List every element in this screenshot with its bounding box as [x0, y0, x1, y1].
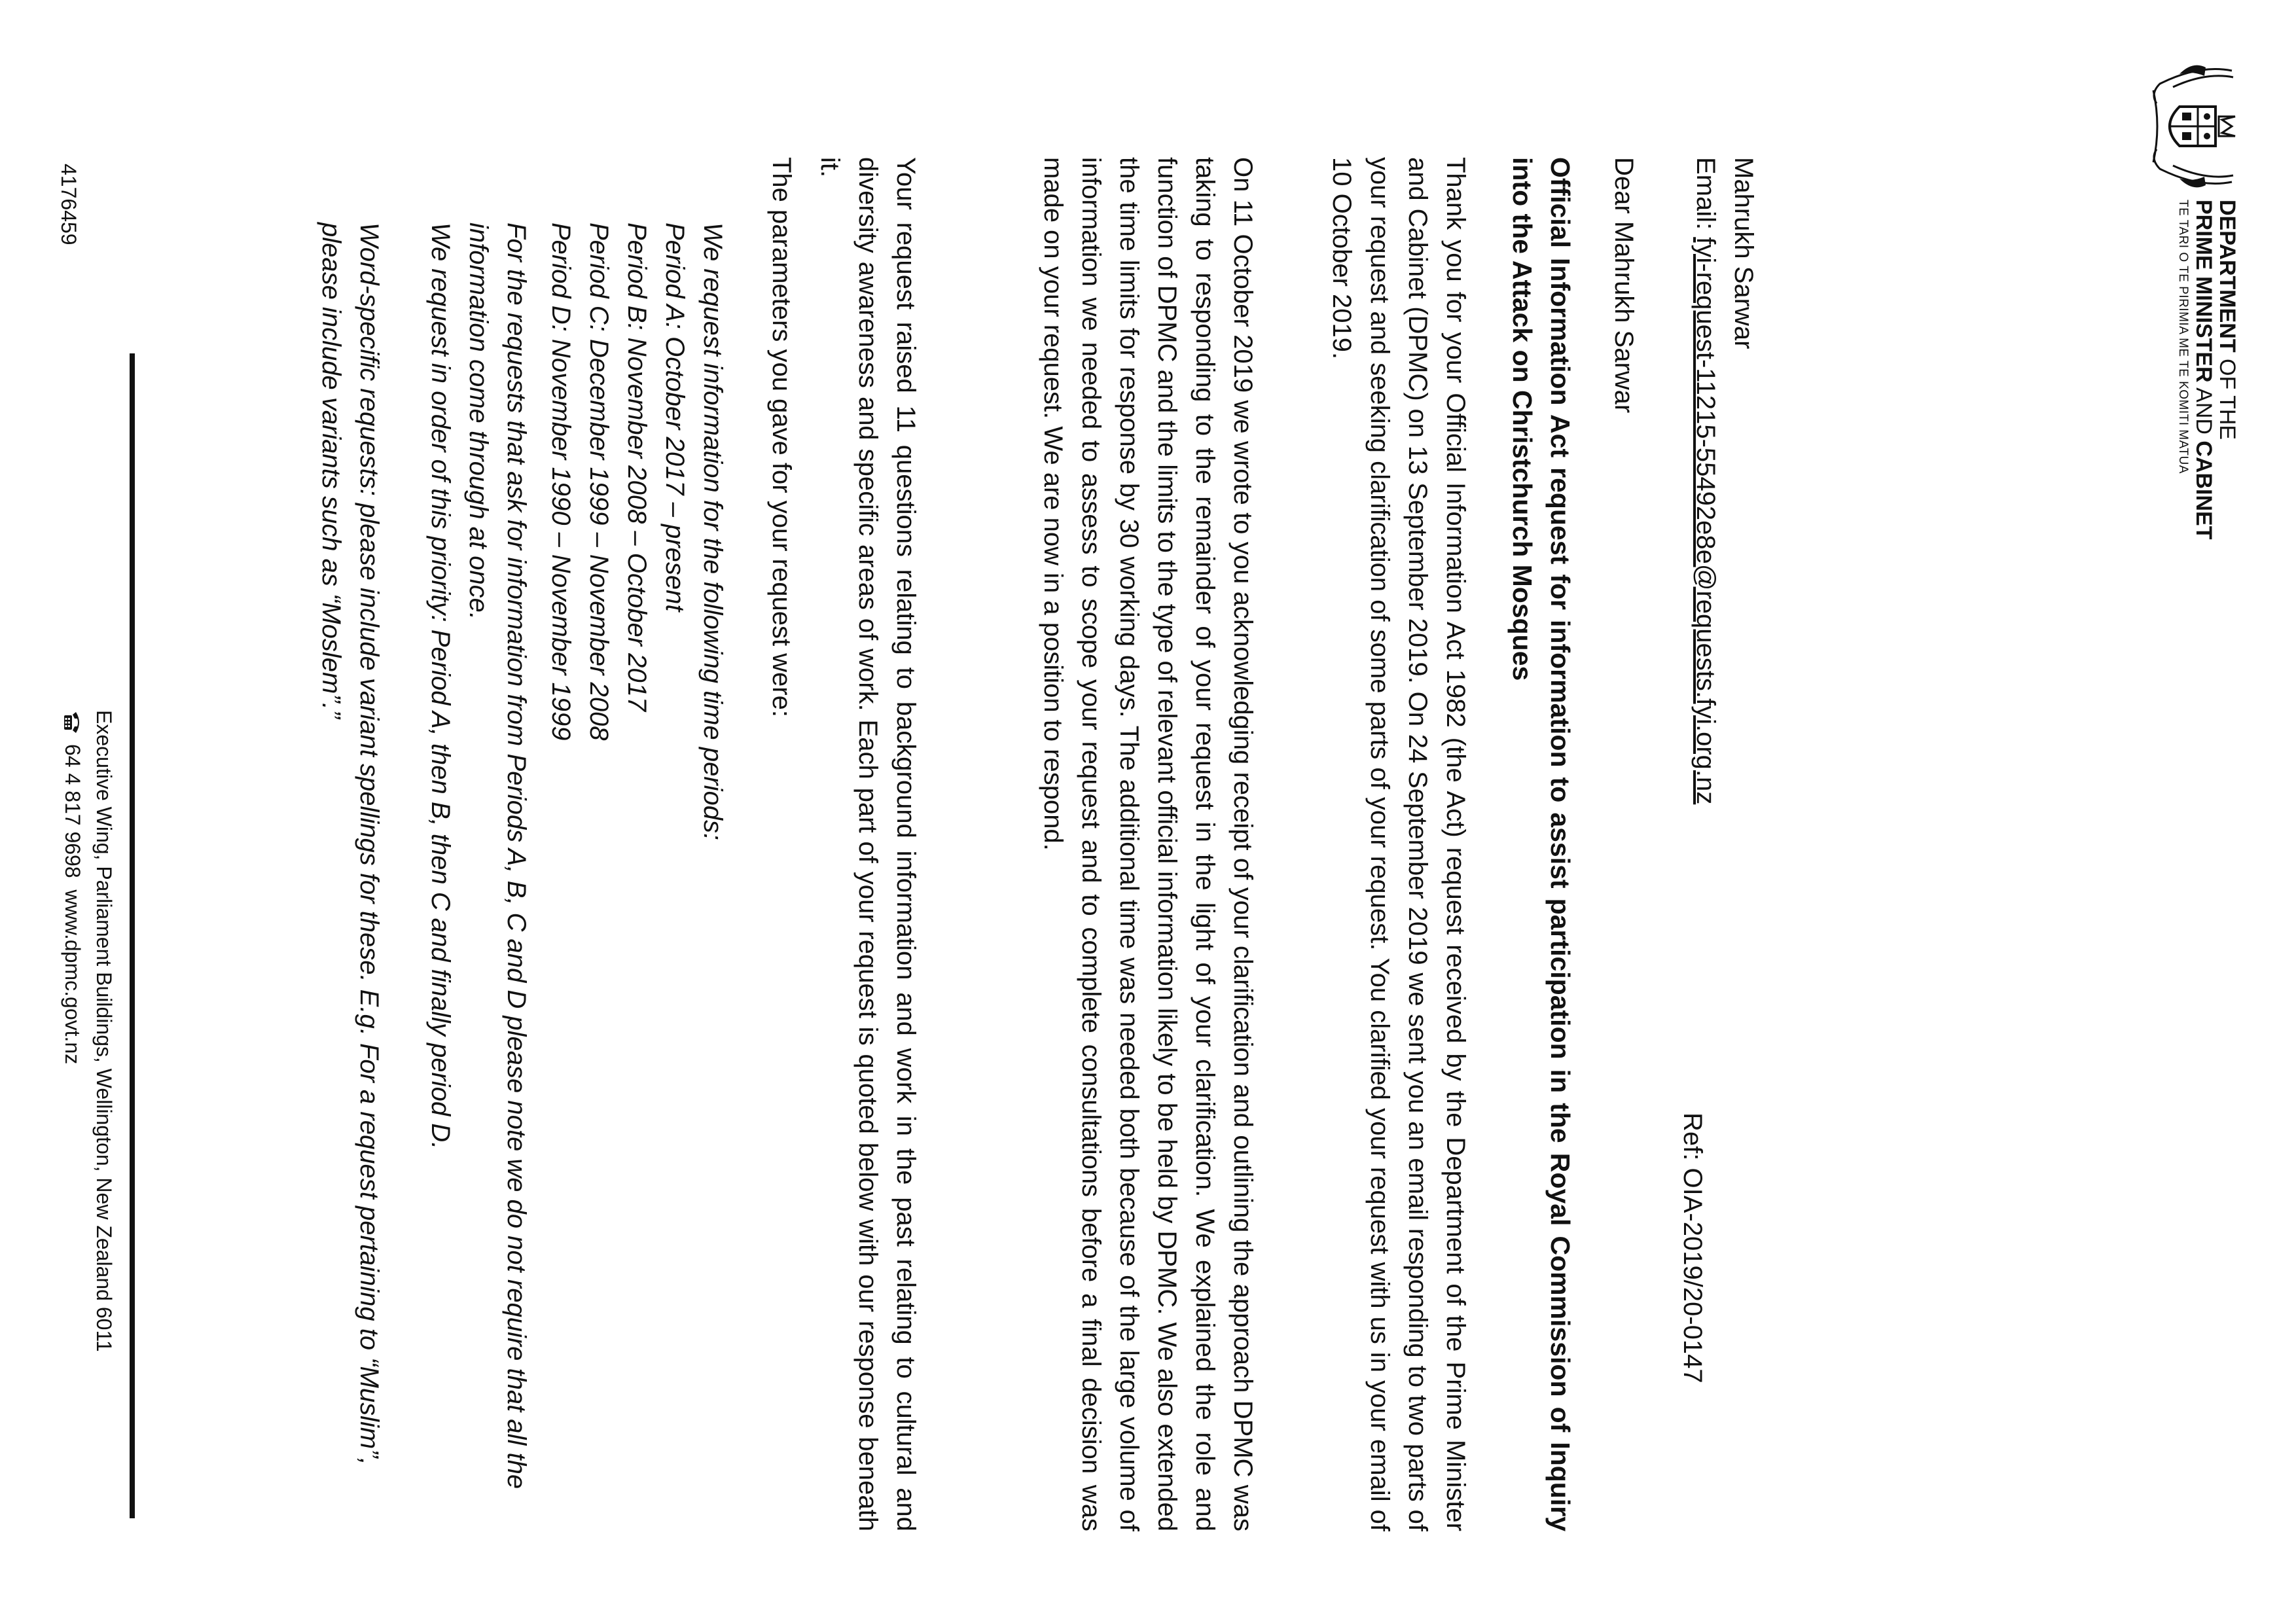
email-label: Email: [1691, 157, 1720, 238]
priority-order: We request in order of this priority: Period A, then B, then C and finally period D. [426, 223, 455, 1150]
footer [57, 710, 120, 1352]
footer-address: Executive Wing, Parliament Buildings, Wellington, New Zealand 6011 [92, 710, 116, 1352]
quoted-word-specific: Word-specific requests: please include variant spellings for these. E.g. For a request pertaining to “Muslim”, please include variants such as “Moslem”.” [317, 223, 384, 1465]
org-line-1-bold: DEPARTMENT [2215, 200, 2240, 353]
recipient-email-link[interactable]: fyi-request-11215-55492e8e@requests.fyi.org.nz [1691, 237, 1720, 805]
org-line-1-rest: OF THE [2215, 352, 2240, 440]
org-line-2-mid: AND [2191, 382, 2217, 441]
coat-of-arms-icon [2147, 58, 2245, 195]
paragraph-3: Your request raised 11 questions relating to background information and work in the past relating to cultural and diversity awareness and specific areas of work. Each part of your request is quoted below with our response beneath it. [816, 157, 920, 1531]
org-line-2-bold-2: CABINET [2191, 440, 2217, 540]
period-b: Period B: November 2008 – October 2017 [622, 223, 651, 712]
footer-phone: 64 4 817 9698 [61, 744, 84, 878]
footer-contact [57, 710, 88, 1352]
org-line-2-bold-1: PRIME MINISTER [2191, 200, 2217, 383]
document-number: 4176459 [57, 164, 81, 245]
telephone-icon [63, 710, 82, 735]
priority-note: For the requests that ask for information from Periods A, B, C and D please note we do not require that all the information come through at once. [464, 223, 531, 1489]
org-line-1 [2215, 200, 2238, 540]
period-d: Period D: November 1990 – November 1999 [547, 223, 575, 741]
reference-number: Ref: OIA-2019/20-0147 [1678, 1113, 1707, 1383]
paragraph-1: Thank you for your Official Information Act 1982 (the Act) request received by the Department of the Prime Minister and Cabinet (DPMC) on 13 September 2019. On 24 September 2019 we sent you an email responding to two parts of your request and seeking clarification of some parts of your request. You clarified your request with us in your email of 10 October 2019. [1327, 157, 1470, 1531]
letter-subject: Official Information Act request for information to assist participation in the Royal Commission of Inquiry into the Attack on Christchurch Mosques [1507, 157, 1575, 1531]
period-a: Period A: October 2017 – present [660, 223, 689, 612]
quoted-intro: We request information for the following time periods: [698, 223, 727, 841]
department-name [2176, 200, 2238, 540]
org-line-2 [2192, 200, 2215, 540]
paragraph-2: On 11 October 2019 we wrote to you acknowledging receipt of your clarification and outlining the approach DPMC was taking to responding to the remainder of your request in the light of your clarification. We explained the role and function of DPMC and the limits to the type of relevant official information likely to be held by DPMC. We also extended the time limits for response by 30 working days. The additional time was needed both because of the large volume of information we needed to assess to scope your request and to complete consultations before a final decision was made on your request. We are now in a position to respond. [1039, 157, 1257, 1531]
paragraph-4: The parameters you gave for your request were: [767, 157, 796, 717]
quoted-priority [422, 223, 535, 1531]
footer-divider [130, 353, 135, 1518]
org-maori-name: TE TARI O TE PIRIMIA ME TE KOMITI MATUA [2176, 200, 2190, 474]
period-c: Period C: December 1999 – November 2008 [584, 223, 613, 741]
recipient-name: Mahrukh Sarwar [1729, 157, 1758, 349]
recipient-email-line [1687, 157, 1725, 804]
recipient-block [1687, 157, 1763, 804]
quoted-time-periods [542, 223, 732, 1531]
footer-website[interactable]: www.dpmc.govt.nz [61, 889, 84, 1065]
salutation: Dear Mahrukh Sarwar [1609, 157, 1638, 414]
